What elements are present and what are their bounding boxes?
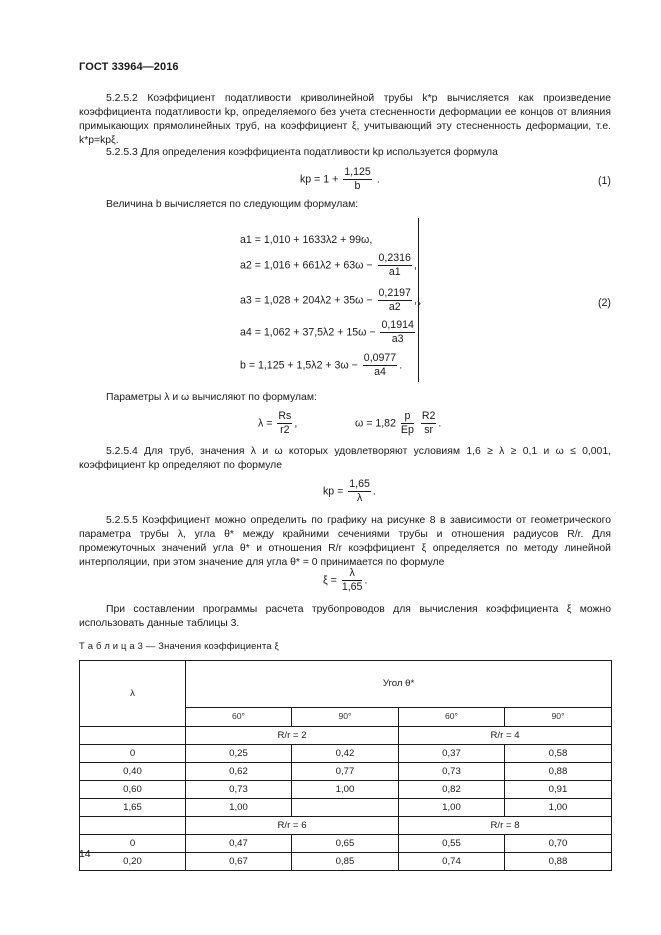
document-header: ГОСТ 33964—2016: [79, 61, 179, 73]
angle-col-3: 60°: [399, 708, 505, 727]
formula-omega-den2: sr: [424, 424, 434, 437]
formula-3-tail: .: [372, 485, 376, 498]
formula-2-line-3-tail: ,: [413, 294, 417, 307]
formula-2-line-1-text: a1 = 1,010 + 1633λ2 + 99ω,: [240, 234, 373, 246]
table-cell: 0,67: [186, 853, 292, 871]
group-blank: [80, 727, 186, 745]
group-header-row: [80, 817, 612, 835]
formula-2-line-2-den: a1: [388, 266, 401, 279]
table-cell: 0,58: [505, 745, 612, 763]
formula-4-den: 1,65: [341, 581, 363, 594]
group-label-left: R/r = 6: [186, 817, 399, 835]
table-cell: 0,65: [292, 835, 399, 853]
formula-3-den: λ: [356, 492, 363, 505]
page-number: 14: [79, 849, 91, 860]
formula-2-line-5-tail: .: [399, 359, 403, 372]
formula-3-lhs: kp =: [323, 485, 344, 498]
group-blank: [80, 817, 186, 835]
formula-1: [300, 166, 380, 193]
angle-col-1: 60°: [186, 708, 292, 727]
table-cell: [292, 799, 399, 817]
formula-omega-den1: Ep: [400, 424, 414, 437]
formula-2-line-5-text: b = 1,125 + 1,5λ2 + 3ω −: [240, 359, 358, 372]
table-cell: 0,40: [80, 763, 186, 781]
table-header-row: [80, 661, 612, 708]
table-row: [80, 781, 612, 799]
formula-2-line-3-den: a2: [388, 301, 401, 314]
header-angle: Угол θ*: [186, 661, 612, 708]
formula-2-line-3-num: 0,2197: [378, 287, 412, 301]
paragraph-5-2-5-3: 5.2.5.3 Для определения коэффициента податливости kp используется формула: [106, 147, 498, 158]
table-caption: Т а б л и ц а 3 — Значения коэффициента ξ: [79, 640, 279, 651]
table-cell: 0: [80, 835, 186, 853]
formula-omega-num1: p: [401, 410, 414, 424]
table-cell: 0,88: [505, 763, 612, 781]
table-cell: 0,47: [186, 835, 292, 853]
formula-4-num: λ: [342, 567, 363, 581]
formula-2-line-5-den: a4: [374, 366, 386, 379]
formula-2-line-4-text: a4 = 1,062 + 37,5λ2 + 15ω −: [240, 326, 376, 339]
formula-2-line-1: [240, 233, 372, 247]
paragraph-5-2-5-4: 5.2.5.4 Для труб, значения λ и ω которых удовлетворяют условиям 1,6 ≥ λ ≥ 0,1 и ω ≤ 0,001, коэффициент kp определяют по формуле: [79, 446, 611, 472]
angle-col-2: 90°: [292, 708, 399, 727]
table-cell: 1,00: [186, 799, 292, 817]
table-cell: 0,42: [292, 745, 399, 763]
coefficient-table: [79, 660, 612, 871]
paragraph-program: При составлении программы расчета трубопроводов для вычисления коэффициента ξ можно использовать данные таблицы 3.: [79, 604, 611, 630]
formula-2-line-4: [240, 319, 420, 346]
formula-omega-num2: R2: [421, 410, 437, 424]
table-cell: 0,85: [292, 853, 399, 871]
formula-2-line-3-text: a3 = 1,028 + 204λ2 + 35ω −: [240, 294, 373, 307]
formula-2-line-5: [240, 352, 402, 379]
table-cell: 0,62: [186, 763, 292, 781]
formula-lambda: [258, 410, 297, 437]
formula-2-line-2-tail: ,: [413, 259, 417, 272]
table-cell: 0,55: [399, 835, 505, 853]
group-label-right: R/r = 4: [399, 727, 612, 745]
formula-2-line-4-den: a3: [391, 333, 404, 346]
formula-2-line-4-num: 0,1914: [380, 319, 414, 333]
table-cell: 0,60: [80, 781, 186, 799]
formula-lambda-den: r2: [280, 424, 290, 437]
table-cell: 0,91: [505, 781, 612, 799]
paragraph-5-2-5-5: 5.2.5.5 Коэффициент можно определить по графику на рисунке 8 в зависимости от геометрического параметра трубы λ, угла θ* между крайними сечениями трубы и отношения радиусов R/r. Для промежуточных значений угла θ* и отношения R/r коэффициент ξ определяется по методу линейной интерполяции, при этом значение для угла θ* = 0 принимается по формуле: [79, 515, 611, 569]
formula-1-tail: .: [376, 173, 380, 186]
header-lambda: λ: [80, 661, 186, 727]
table-cell: 0,25: [186, 745, 292, 763]
formula-1-numerator: 1,125: [343, 166, 372, 180]
formula-lambda-num: Rs: [277, 410, 292, 424]
table-cell: 0,73: [399, 763, 505, 781]
formula-2-line-2-text: a2 = 1,016 + 661λ2 + 63ω −: [240, 259, 373, 272]
formula-omega-tail: .: [438, 417, 442, 430]
angle-col-4: 90°: [505, 708, 612, 727]
formula-2-line-4-tail: ,: [416, 326, 420, 339]
formula-4-lhs: ξ =: [323, 574, 337, 587]
formula-4-tail: .: [364, 574, 368, 587]
table-cell: 0,73: [186, 781, 292, 799]
formula-lambda-lhs: λ =: [258, 417, 273, 430]
formula-2-line-2-num: 0,2316: [378, 252, 412, 266]
formula-omega-lhs: ω = 1,82: [355, 417, 396, 430]
table-row: [80, 763, 612, 781]
table-cell: 1,65: [80, 799, 186, 817]
formula-lambda-tail: ,: [294, 417, 298, 430]
formula-2-line-5-num: 0,0977: [363, 352, 397, 366]
table-row: [80, 835, 612, 853]
table-cell: 1,00: [399, 799, 505, 817]
table-row: [80, 745, 612, 763]
table-cell: 1,00: [505, 799, 612, 817]
formula-3: [323, 478, 376, 505]
equation-number-2: (2): [598, 297, 611, 309]
formula-1-lhs: kp = 1 +: [300, 173, 339, 186]
formula-4: [323, 567, 367, 594]
table-cell: 0,88: [505, 853, 612, 871]
table-row: [80, 853, 612, 871]
formula-2-line-3: [240, 287, 417, 314]
params-intro: Параметры λ и ω вычисляют по формулам:: [106, 392, 317, 403]
group-label-right: R/r = 8: [399, 817, 612, 835]
table-cell: 0,82: [399, 781, 505, 799]
formula-omega: [355, 410, 441, 437]
equation-number-1: (1): [598, 175, 611, 187]
table-cell: 0,70: [505, 835, 612, 853]
brace-tip: ›: [417, 296, 421, 310]
group-label-left: R/r = 2: [186, 727, 399, 745]
formula-1-denominator: b: [354, 180, 361, 193]
formula-3-num: 1,65: [348, 478, 371, 492]
table-cell: 0: [80, 745, 186, 763]
table-cell: 0,20: [80, 853, 186, 871]
table-cell: 0,77: [292, 763, 399, 781]
group-header-row: [80, 727, 612, 745]
table-cell: 0,74: [399, 853, 505, 871]
formula-2-line-2: [240, 252, 417, 279]
table-cell: 1,00: [292, 781, 399, 799]
paragraph-5-2-5-2: 5.2.5.2 Коэффициент податливости криволинейной трубы k*p вычисляется как произведение коэффициента податливости kp, определяемого без учета стесненности деформации ее концов от влияния примыкающих прямолинейных труб, на коэффициент ξ, учитывающий эту стесненность деформации, т.е. k*p=kpξ.: [79, 93, 611, 147]
table-row: [80, 799, 612, 817]
b-intro: Величина b вычисляется по следующим формулам:: [106, 199, 359, 210]
table-cell: 0,37: [399, 745, 505, 763]
